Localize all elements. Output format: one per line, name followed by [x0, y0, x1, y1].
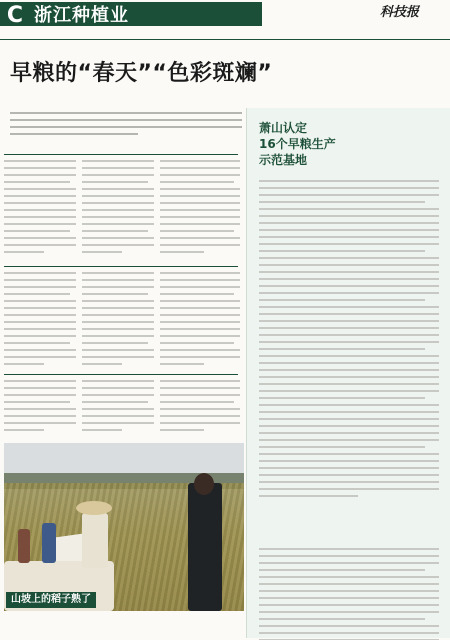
- text-line: [4, 216, 76, 218]
- masthead: [0, 0, 450, 40]
- text-line: [160, 422, 240, 424]
- text-line: [160, 230, 234, 232]
- text-line: [82, 174, 154, 176]
- text-line: [160, 286, 240, 288]
- text-line: [160, 202, 240, 204]
- text-line: [259, 222, 439, 224]
- text-line: [259, 411, 439, 413]
- sidebar-title-line-3: 示范基地: [259, 153, 308, 167]
- text-line: [259, 201, 425, 203]
- section-title: 浙江种植业: [34, 5, 129, 26]
- text-line: [82, 328, 154, 330]
- text-line: [160, 307, 240, 309]
- text-line: [259, 425, 439, 427]
- text-line: [82, 342, 148, 344]
- text-line: [160, 408, 240, 410]
- text-line: [259, 187, 439, 189]
- text-line: [259, 390, 439, 392]
- text-line: [4, 160, 76, 162]
- text-line: [259, 194, 439, 196]
- text-line: [82, 401, 148, 403]
- text-line: [10, 119, 242, 121]
- text-line: [259, 590, 439, 592]
- text-line: [259, 369, 439, 371]
- text-line: [10, 126, 242, 128]
- text-line: [259, 250, 425, 252]
- section-rule: [4, 154, 238, 155]
- text-line: [82, 300, 154, 302]
- text-line: [160, 387, 240, 389]
- section-letter: C: [6, 3, 24, 28]
- text-line: [4, 300, 76, 302]
- text-line: [82, 335, 154, 337]
- text-line: [4, 314, 76, 316]
- text-line: [259, 474, 439, 476]
- text-line: [259, 306, 439, 308]
- text-line: [82, 363, 122, 365]
- text-line: [259, 285, 439, 287]
- text-line: [82, 380, 154, 382]
- text-line: [259, 264, 439, 266]
- text-line: [259, 320, 439, 322]
- text-line: [160, 356, 240, 358]
- text-line: [160, 209, 240, 211]
- text-line: [259, 583, 439, 585]
- text-line: [259, 215, 439, 217]
- text-line: [4, 394, 76, 396]
- text-line: [259, 208, 439, 210]
- text-line: [82, 181, 148, 183]
- text-line: [82, 422, 154, 424]
- text-line: [259, 180, 439, 182]
- text-line: [259, 257, 439, 259]
- text-line: [259, 467, 439, 469]
- text-line: [10, 133, 138, 135]
- text-line: [259, 292, 439, 294]
- text-line: [160, 335, 240, 337]
- text-line: [160, 342, 234, 344]
- text-line: [82, 314, 154, 316]
- text-line: [4, 195, 76, 197]
- text-line: [82, 188, 154, 190]
- text-line: [259, 495, 358, 497]
- text-line: [82, 230, 148, 232]
- text-line: [160, 363, 204, 365]
- text-line: [82, 356, 154, 358]
- text-line: [82, 209, 154, 211]
- text-line: [4, 223, 76, 225]
- text-line: [4, 387, 76, 389]
- text-line: [259, 446, 425, 448]
- text-line: [82, 429, 122, 431]
- text-line: [82, 286, 154, 288]
- text-line: [160, 181, 234, 183]
- text-line: [259, 488, 439, 490]
- text-line: [259, 299, 425, 301]
- text-line: [82, 167, 154, 169]
- text-line: [4, 286, 76, 288]
- text-line: [82, 244, 154, 246]
- text-line: [4, 307, 76, 309]
- text-line: [4, 328, 76, 330]
- text-line: [160, 314, 240, 316]
- text-line: [259, 548, 439, 550]
- text-line: [160, 223, 240, 225]
- text-line: [4, 321, 76, 323]
- farmer-figure: [82, 513, 108, 568]
- text-line: [4, 363, 44, 365]
- sidebar-title-line-1: 萧山认定: [259, 121, 308, 135]
- text-line: [82, 251, 122, 253]
- photo-caption: 山坡上的稻子熟了: [6, 592, 96, 608]
- text-line: [82, 237, 154, 239]
- text-line: [160, 394, 240, 396]
- text-line: [259, 236, 439, 238]
- text-line: [259, 313, 439, 315]
- text-line: [160, 188, 240, 190]
- section-banner: [0, 2, 262, 26]
- text-line: [4, 167, 76, 169]
- text-line: [160, 195, 240, 197]
- text-line: [160, 380, 240, 382]
- text-line: [160, 429, 204, 431]
- text-line: [4, 279, 76, 281]
- text-line: [259, 432, 439, 434]
- text-line: [259, 334, 439, 336]
- text-line: [259, 460, 439, 462]
- text-line: [4, 356, 76, 358]
- text-line: [160, 300, 240, 302]
- text-line: [4, 181, 70, 183]
- text-line: [259, 418, 439, 420]
- text-line: [4, 415, 76, 417]
- text-line: [259, 271, 439, 273]
- child-figure: [42, 523, 56, 563]
- text-line: [4, 230, 70, 232]
- text-line: [160, 279, 240, 281]
- section-rule: [4, 374, 238, 375]
- text-line: [160, 237, 240, 239]
- text-line: [259, 327, 439, 329]
- text-line: [82, 279, 154, 281]
- text-line: [82, 272, 154, 274]
- text-line: [160, 272, 240, 274]
- text-line: [82, 216, 154, 218]
- text-line: [259, 555, 439, 557]
- text-line: [4, 342, 70, 344]
- text-line: [259, 576, 439, 578]
- text-line: [82, 293, 148, 295]
- text-line: [82, 307, 154, 309]
- article-headline: 早粮的“春天”“色彩斑斓”: [10, 61, 273, 86]
- text-line: [4, 429, 44, 431]
- text-line: [4, 272, 76, 274]
- text-line: [259, 562, 439, 564]
- text-line: [160, 244, 240, 246]
- sidebar-article: [246, 108, 450, 638]
- text-line: [259, 569, 425, 571]
- text-line: [259, 611, 439, 613]
- text-line: [4, 244, 76, 246]
- text-line: [4, 251, 44, 253]
- text-line: [4, 408, 76, 410]
- text-line: [259, 362, 439, 364]
- text-line: [259, 618, 425, 620]
- text-line: [160, 216, 240, 218]
- woman-figure: [188, 483, 222, 611]
- text-line: [82, 415, 154, 417]
- newspaper-brand: 科技报: [380, 5, 420, 20]
- text-line: [4, 202, 76, 204]
- text-line: [4, 335, 76, 337]
- text-line: [160, 401, 234, 403]
- text-line: [259, 341, 439, 343]
- text-line: [259, 604, 439, 606]
- text-line: [160, 415, 240, 417]
- news-photo: [4, 443, 244, 611]
- text-line: [259, 376, 439, 378]
- text-line: [259, 453, 439, 455]
- text-line: [82, 223, 154, 225]
- text-line: [160, 328, 240, 330]
- text-line: [82, 202, 154, 204]
- text-line: [259, 439, 439, 441]
- text-line: [259, 597, 439, 599]
- text-line: [160, 174, 240, 176]
- text-line: [4, 422, 76, 424]
- text-line: [259, 278, 439, 280]
- text-line: [82, 349, 154, 351]
- text-line: [82, 394, 154, 396]
- sidebar-title-line-2: 16个早粮生产: [259, 137, 336, 151]
- text-line: [4, 237, 76, 239]
- text-line: [10, 112, 242, 114]
- text-line: [259, 632, 439, 634]
- text-line: [82, 195, 154, 197]
- text-line: [259, 243, 439, 245]
- text-line: [4, 174, 76, 176]
- text-line: [160, 251, 204, 253]
- text-line: [259, 348, 425, 350]
- text-line: [82, 321, 154, 323]
- text-line: [4, 401, 70, 403]
- text-line: [160, 160, 240, 162]
- text-line: [160, 321, 240, 323]
- text-line: [82, 160, 154, 162]
- text-line: [160, 293, 234, 295]
- text-line: [82, 408, 154, 410]
- masthead-rule: [0, 39, 450, 40]
- text-line: [4, 349, 76, 351]
- text-line: [259, 404, 439, 406]
- section-rule: [4, 266, 238, 267]
- text-line: [259, 625, 439, 627]
- text-line: [4, 209, 76, 211]
- text-line: [259, 481, 439, 483]
- text-line: [259, 355, 439, 357]
- text-line: [82, 387, 154, 389]
- text-line: [160, 349, 240, 351]
- text-line: [4, 293, 70, 295]
- straw-hat: [76, 501, 112, 515]
- text-line: [4, 380, 76, 382]
- text-line: [160, 167, 240, 169]
- text-line: [4, 188, 76, 190]
- text-line: [259, 229, 439, 231]
- text-line: [259, 397, 425, 399]
- text-line: [259, 383, 439, 385]
